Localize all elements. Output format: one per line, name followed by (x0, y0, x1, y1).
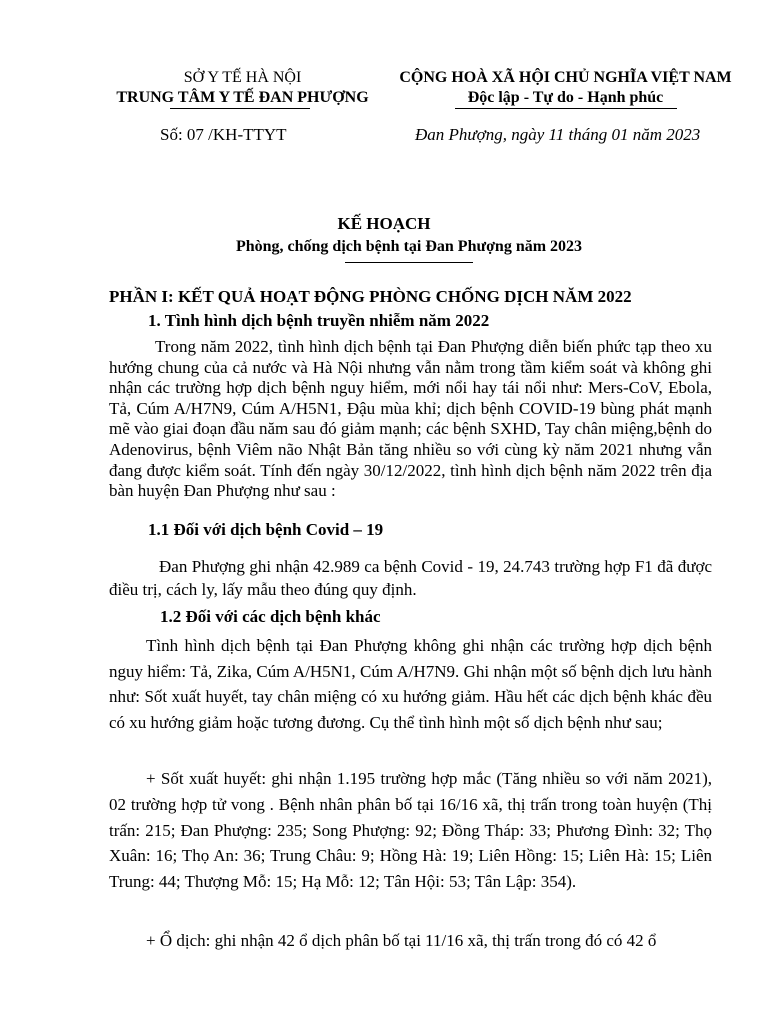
org-name: TRUNG TÂM Y TẾ ĐAN PHƯỢNG (116, 89, 369, 106)
section1-2-heading: 1.2 Đối với các dịch bệnh khác (160, 607, 381, 626)
section1-2-paragraph: Tình hình dịch bệnh tại Đan Phượng không ghi nhận các trường hợp dịch bệnh nguy hiểm: Tả, Zika, Cúm A/H5N1, Cúm A/H7N9. Ghi nhận một số bệnh dịch lưu hành như: Sốt xuất huyết, tay chân miệng có xu hướng giảm. Hầu hết các dịch bệnh khác đều có xu hướng giảm hoặc tương đương. Cụ thể tình hình một số dịch bệnh như sau; (109, 636, 712, 732)
section1-heading: 1. Tình hình dịch bệnh truyền nhiễm năm 2022 (148, 311, 490, 330)
doc-subtitle: Phòng, chống dịch bệnh tại Đan Phượng năm 2023 (235, 238, 583, 255)
dengue-paragraph: + Sốt xuất huyết: ghi nhận 1.195 trường hợp mắc (Tăng nhiều so với năm 2021), 02 trường hợp tử vong . Bệnh nhân phân bố tại 16/16 xã, thị trấn trong toàn huyện (Thị trấn: 215; Đan Phượng: 235; Song Phượng: 92; Đồng Tháp: 33; Phương Đình: 32; Thọ Xuân: 16; Thọ An: 36; Trung Châu: 9; Hồng Hà: 19; Liên Hồng: 15; Liên Hà: 15; Liên Trung: 44; Thượng Mỗ: 15; Hạ Mỗ: 12; Tân Hội: 53; Tân Lập: 354). (109, 769, 712, 892)
org-parent: SỞ Y TẾ HÀ NỘI (183, 69, 302, 86)
section1-1-heading: 1.1 Đối với dịch bệnh Covid – 19 (148, 520, 384, 539)
place-date: Đan Phượng, ngày 11 tháng 01 năm 2023 (415, 125, 701, 144)
section1-paragraph: Trong năm 2022, tình hình dịch bệnh tại Đan Phượng diễn biến phức tạp theo xu hướng chung của cả nước và Hà Nội nhưng vẫn nằm trong tầm kiểm soát và không ghi nhận các trường hợp dịch bệnh nguy hiểm, mới nổi hay tái nổi như: Mers-CoV, Ebola, Tả, Cúm A/H7N9, Cúm A/H5N1, Đậu mùa khỉ; dịch bệnh COVID-19 bùng phát mạnh mẽ vào giai đoạn đầu năm sau đó giảm mạnh; các bệnh SXHD, Tay chân miệng,bệnh do Adenovirus, bệnh Viêm não Nhật Bản tăng nhiều so với cùng kỳ năm 2021 nhưng vẫn đang được kiểm soát. Tính đến ngày 30/12/2022, tình hình dịch bệnh năm 2022 trên địa bàn huyện Đan Phượng như sau : (109, 337, 712, 501)
org-underline (170, 108, 310, 109)
section1-1-paragraph: Đan Phượng ghi nhận 42.989 ca bệnh Covid - 19, 24.743 trường hợp F1 đã được điều trị, cách ly, lấy mẫu theo đúng quy định. (109, 557, 712, 599)
part1-heading: PHẦN I: KẾT QUẢ HOẠT ĐỘNG PHÒNG CHỐNG DỊCH NĂM 2022 (109, 287, 632, 306)
motto-underline (455, 108, 677, 109)
doc-title: KẾ HOẠCH (337, 214, 431, 233)
outbreak-paragraph: + Ổ dịch: ghi nhận 42 ổ dịch phân bố tại 11/16 xã, thị trấn trong đó có 42 ổ (146, 931, 657, 950)
nation-title: CỘNG HOÀ XÃ HỘI CHỦ NGHĨA VIỆT NAM (399, 69, 732, 86)
title-underline (345, 262, 473, 263)
doc-number: Số: 07 /KH-TTYT (160, 125, 287, 144)
motto: Độc lập - Tự do - Hạnh phúc (467, 89, 664, 106)
